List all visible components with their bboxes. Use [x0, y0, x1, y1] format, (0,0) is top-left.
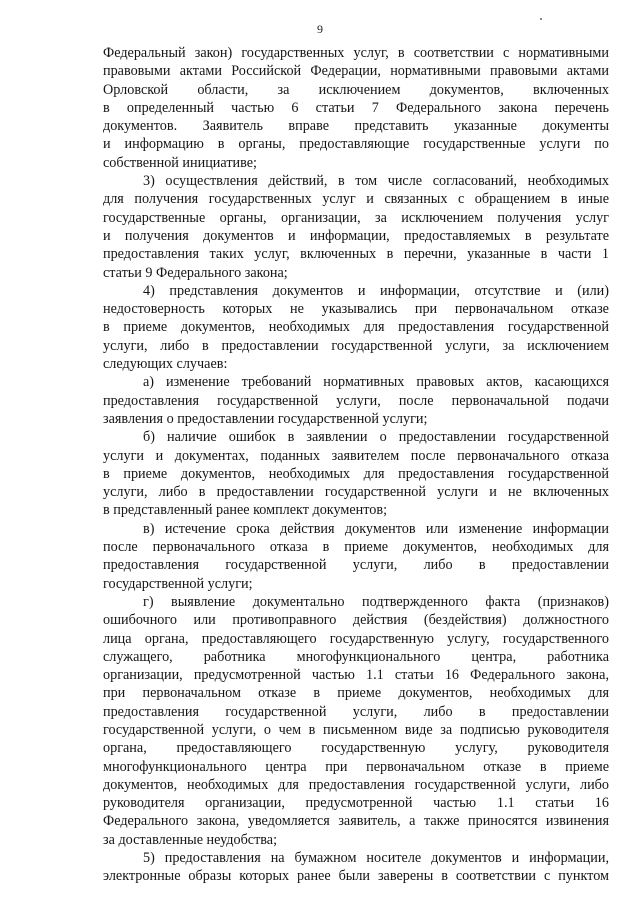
- text-line: заявления о предоставлении государственной услуги;: [103, 410, 428, 427]
- text-line: лица органа, предоставляющего государственную услугу, государственного: [103, 630, 609, 647]
- text-line: при первоначальном отказе в приеме документов, необходимых для: [103, 685, 609, 702]
- text-line: следующих случаев:: [103, 356, 228, 373]
- text-line: б) наличие ошибок в заявлении о предоставлении государственной: [143, 429, 609, 446]
- text-line: предоставления государственной услуги, либо в предоставлении: [103, 703, 609, 720]
- text-line: статьи 9 Федерального закона;: [103, 264, 288, 281]
- text-line: собственной инициативе;: [103, 154, 257, 171]
- text-line: Орловской области, за исключением документов, включенных: [103, 81, 609, 98]
- text-line: правовыми актами Российской Федерации, нормативными правовыми актами: [103, 63, 609, 80]
- text-line: Федеральный закон) государственных услуг, в соответствии с нормативными: [103, 45, 609, 61]
- page-number: 9: [317, 22, 323, 36]
- text-line: служащего, работника многофункционального центра, работника: [103, 648, 609, 665]
- text-line: организации, предусмотренной частью 1.1 статьи 16 Федерального закона,: [103, 667, 609, 684]
- text-line: органа, предоставляющего государственную услугу, руководителя: [103, 740, 609, 757]
- text-line: услуги, либо в предоставлении государственной услуги, за исключением: [103, 337, 609, 354]
- text-line: 3) осуществления действий, в том числе согласований, необходимых: [143, 173, 609, 190]
- text-line: за доставленные неудобства;: [103, 831, 278, 848]
- document-body: [103, 44, 609, 886]
- text-line: государственной услуги;: [103, 575, 253, 592]
- text-line: государственной услуги, о чем в письменном виде за подписью руководителя: [103, 721, 609, 738]
- text-line: услуги, либо в предоставлении государственной услуги и не включенных: [103, 484, 609, 501]
- text-line: ошибочного или противоправного действия (бездействия) должностного: [103, 612, 609, 629]
- text-line: документов. Заявитель вправе представить указанные документы: [103, 118, 609, 135]
- text-line: электронные образы которых ранее были заверены в соответствии с пунктом: [103, 868, 609, 885]
- text-line: услуги и документах, поданных заявителем после первоначального отказа: [103, 447, 609, 464]
- text-line: в) истечение срока действия документов или изменение информации: [143, 520, 609, 537]
- text-line: и получения документов и информации, предоставляемых в результате: [103, 227, 609, 244]
- text-line: недостоверность которых не указывались при первоначальном отказе: [103, 301, 609, 318]
- text-line: а) изменение требований нормативных правовых актов, касающихся: [143, 374, 609, 391]
- text-line: государственные органы, организации, за исключением получения услуг: [103, 209, 609, 226]
- text-line: предоставления таких услуг, включенных в перечни, указанные в части 1: [103, 246, 609, 263]
- text-line: многофункционального центра при первоначальном отказе в приеме: [103, 758, 609, 775]
- text-line: в определенный частью 6 статьи 7 Федерального закона перечень: [103, 99, 609, 116]
- text-line: и информацию в органы, предоставляющие государственные услуги по: [103, 136, 609, 153]
- text-line: в приеме документов, необходимых для предоставления государственной: [103, 465, 609, 482]
- text-line: 4) представления документов и информации, отсутствие и (или): [143, 282, 609, 299]
- text-line: г) выявление документально подтвержденного факта (признаков): [143, 593, 609, 610]
- text-line: для получения государственных услуг и связанных с обращением в иные: [103, 191, 609, 208]
- text-line: руководителя организации, предусмотренной частью 1.1 статьи 16: [103, 795, 609, 812]
- scan-speck: [540, 18, 542, 20]
- text-line: документов, необходимых для предоставления государственной услуги, либо: [103, 776, 609, 793]
- text-line: предоставления государственной услуги, либо в предоставлении: [103, 557, 609, 574]
- text-line: предоставления государственной услуги, после первоначальной подачи: [103, 392, 609, 409]
- text-line: в представленный ранее комплект документов;: [103, 502, 388, 519]
- text-line: Федерального закона, уведомляется заявитель, а также приносятся извинения: [103, 813, 609, 830]
- text-line: 5) предоставления на бумажном носителе документов и информации,: [143, 850, 609, 867]
- text-line: после первоначального отказа в приеме документов, необходимых для: [103, 539, 609, 556]
- text-line: в приеме документов, необходимых для предоставления государственной: [103, 319, 609, 336]
